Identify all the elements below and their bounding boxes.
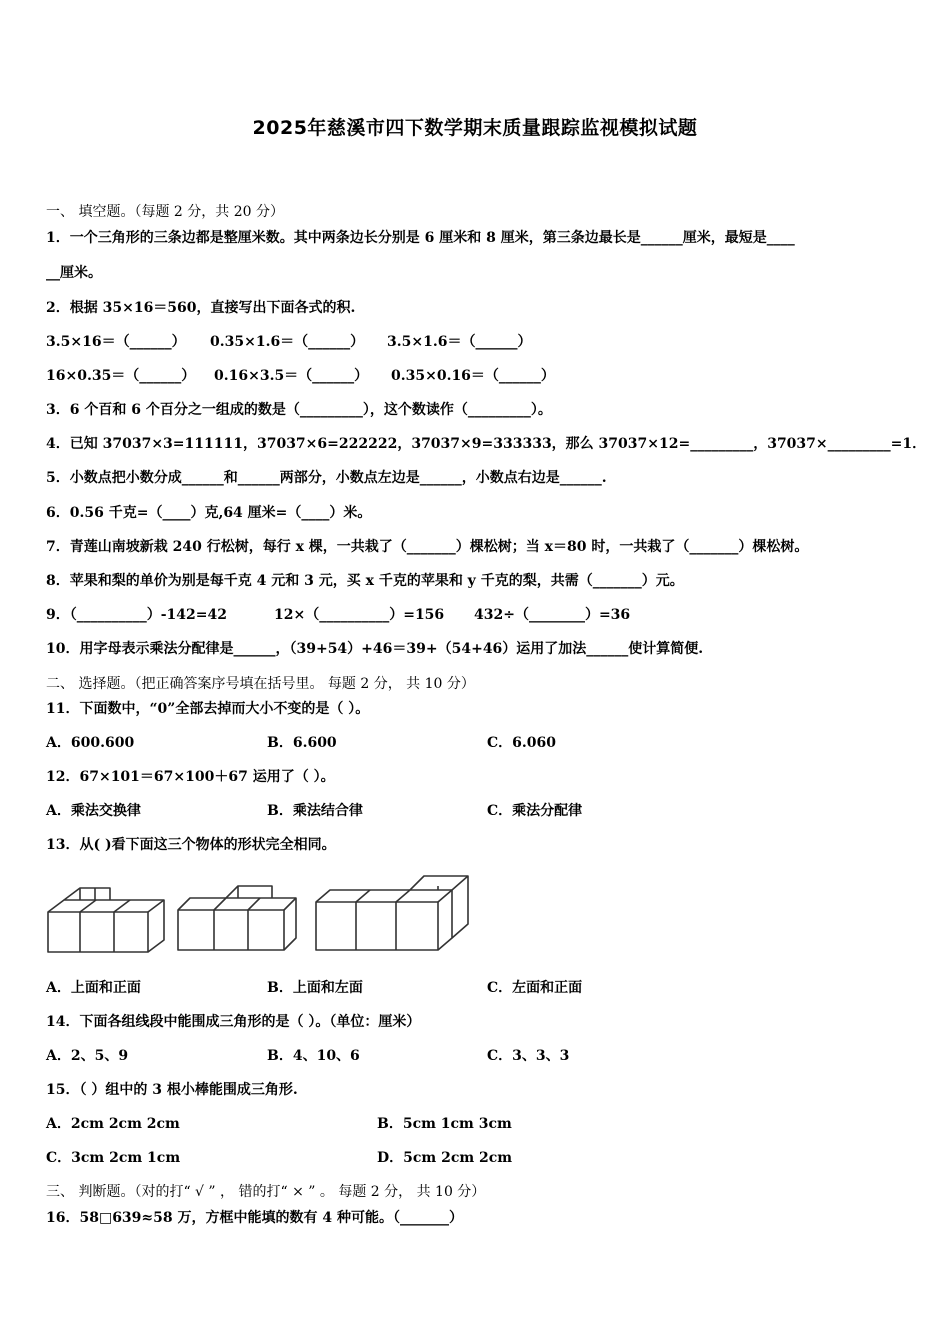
- question-12-stem: 12．67×101＝67×100＋67 运用了（ ）。: [46, 769, 335, 785]
- question-1-line-1: 1．一个三角形的三条边都是整厘米数。其中两条边长分别是 6 厘米和 8 厘米，第三条边最长是______厘米，最短是____: [46, 230, 795, 246]
- option-a: A．上面和正面: [46, 980, 141, 996]
- section-fill-blank-heading: 一、 填空题。（每题 2 分，共 20 分）: [46, 204, 284, 220]
- question-6: 6．0.56 千克=（____）克,64 厘米=（____）米。: [46, 505, 372, 521]
- option-c: C．左面和正面: [487, 980, 583, 996]
- option-b: B．上面和左面: [267, 980, 363, 996]
- question-8: 8．苹果和梨的单价为别是每千克 4 元和 3 元，买 x 千克的苹果和 y 千克的梨，共需（_______）元。: [46, 573, 684, 589]
- question-4: 4．已知 37037×3=111111，37037×6=222222，37037×9=333333，那么 37037×12=_________，37037×_________=1．: [46, 436, 927, 452]
- section-choice-heading: 二、 选择题。（把正确答案序号填在括号里。 每题 2 分， 共 10 分）: [46, 676, 475, 692]
- section-true-false-heading: 三、 判断题。（对的打“ √ ” ， 错的打“ × ” 。 每题 2 分， 共 10 分）: [46, 1184, 486, 1200]
- question-2-item: 3.5×16＝（______）: [46, 334, 186, 350]
- question-3: 3．6 个百和 6 个百分之一组成的数是（_________），这个数读作（_________）。: [46, 402, 552, 418]
- option-b: B．4、10、6: [267, 1048, 360, 1064]
- question-11-stem: 11．下面数中，“0”全部去掉而大小不变的是（ ）。: [46, 701, 370, 717]
- question-14-stem: 14．下面各组线段中能围成三角形的是（ ）。（单位：厘米）: [46, 1014, 421, 1030]
- option-c: C．乘法分配律: [487, 803, 583, 819]
- question-2-item: 0.16×3.5＝（______）: [214, 368, 369, 384]
- question-9-item: 432÷（________）=36: [474, 607, 631, 623]
- option-c: C．3cm 2cm 1cm: [46, 1150, 181, 1166]
- question-13-stem: 13．从( )看下面这三个物体的形状完全相同。: [46, 837, 336, 853]
- question-2-stem: 2．根据 35×16＝560，直接写出下面各式的积.: [46, 300, 356, 316]
- question-2-item: 0.35×1.6＝（______）: [210, 334, 365, 350]
- option-d: D．5cm 2cm 2cm: [377, 1150, 513, 1166]
- option-c: C．3、3、3: [487, 1048, 570, 1064]
- option-b: B．乘法结合律: [267, 803, 363, 819]
- question-7: 7．青莲山南坡新栽 240 行松树，每行 x 棵，一共栽了（_______）棵松树；当 x＝80 时，一共栽了（_______）棵松树。: [46, 539, 809, 555]
- question-9-item: 12×（__________）=156: [274, 607, 445, 623]
- page-title: 2025年慈溪市四下数学期末质量跟踪监视模拟试题: [252, 117, 698, 139]
- option-a: A．600.600: [46, 735, 135, 751]
- option-b: B．6.600: [267, 735, 337, 751]
- cube-figure-2: [178, 886, 296, 950]
- question-2-item: 0.35×0.16＝（______）: [391, 368, 555, 384]
- cube-figures: [40, 870, 480, 956]
- question-16: 16．58□639≈58 万，方框中能填的数有 4 种可能。（_______）: [46, 1210, 463, 1226]
- option-a: A．2cm 2cm 2cm: [46, 1116, 180, 1132]
- option-c: C．6.060: [487, 735, 556, 751]
- question-15-stem: 15．（ ）组中的 3 根小棒能围成三角形.: [46, 1082, 298, 1098]
- cube-figure-1: [48, 888, 164, 952]
- question-5: 5．小数点把小数分成______和______两部分，小数点左边是______，小数点右边是______.: [46, 470, 607, 486]
- question-2-item: 3.5×1.6＝（______）: [387, 334, 532, 350]
- question-2-item: 16×0.35＝（______）: [46, 368, 196, 384]
- option-b: B．5cm 1cm 3cm: [377, 1116, 512, 1132]
- option-a: A．2、5、9: [46, 1048, 129, 1064]
- question-1-line-2: __厘米。: [46, 265, 102, 281]
- question-10: 10．用字母表示乘法分配律是______，（39+54）+46＝39+（54+46）运用了加法______使计算简便.: [46, 641, 704, 657]
- cube-figure-3: [316, 876, 468, 950]
- question-9-item: 9．（__________）-142=42: [46, 607, 227, 623]
- option-a: A．乘法交换律: [46, 803, 141, 819]
